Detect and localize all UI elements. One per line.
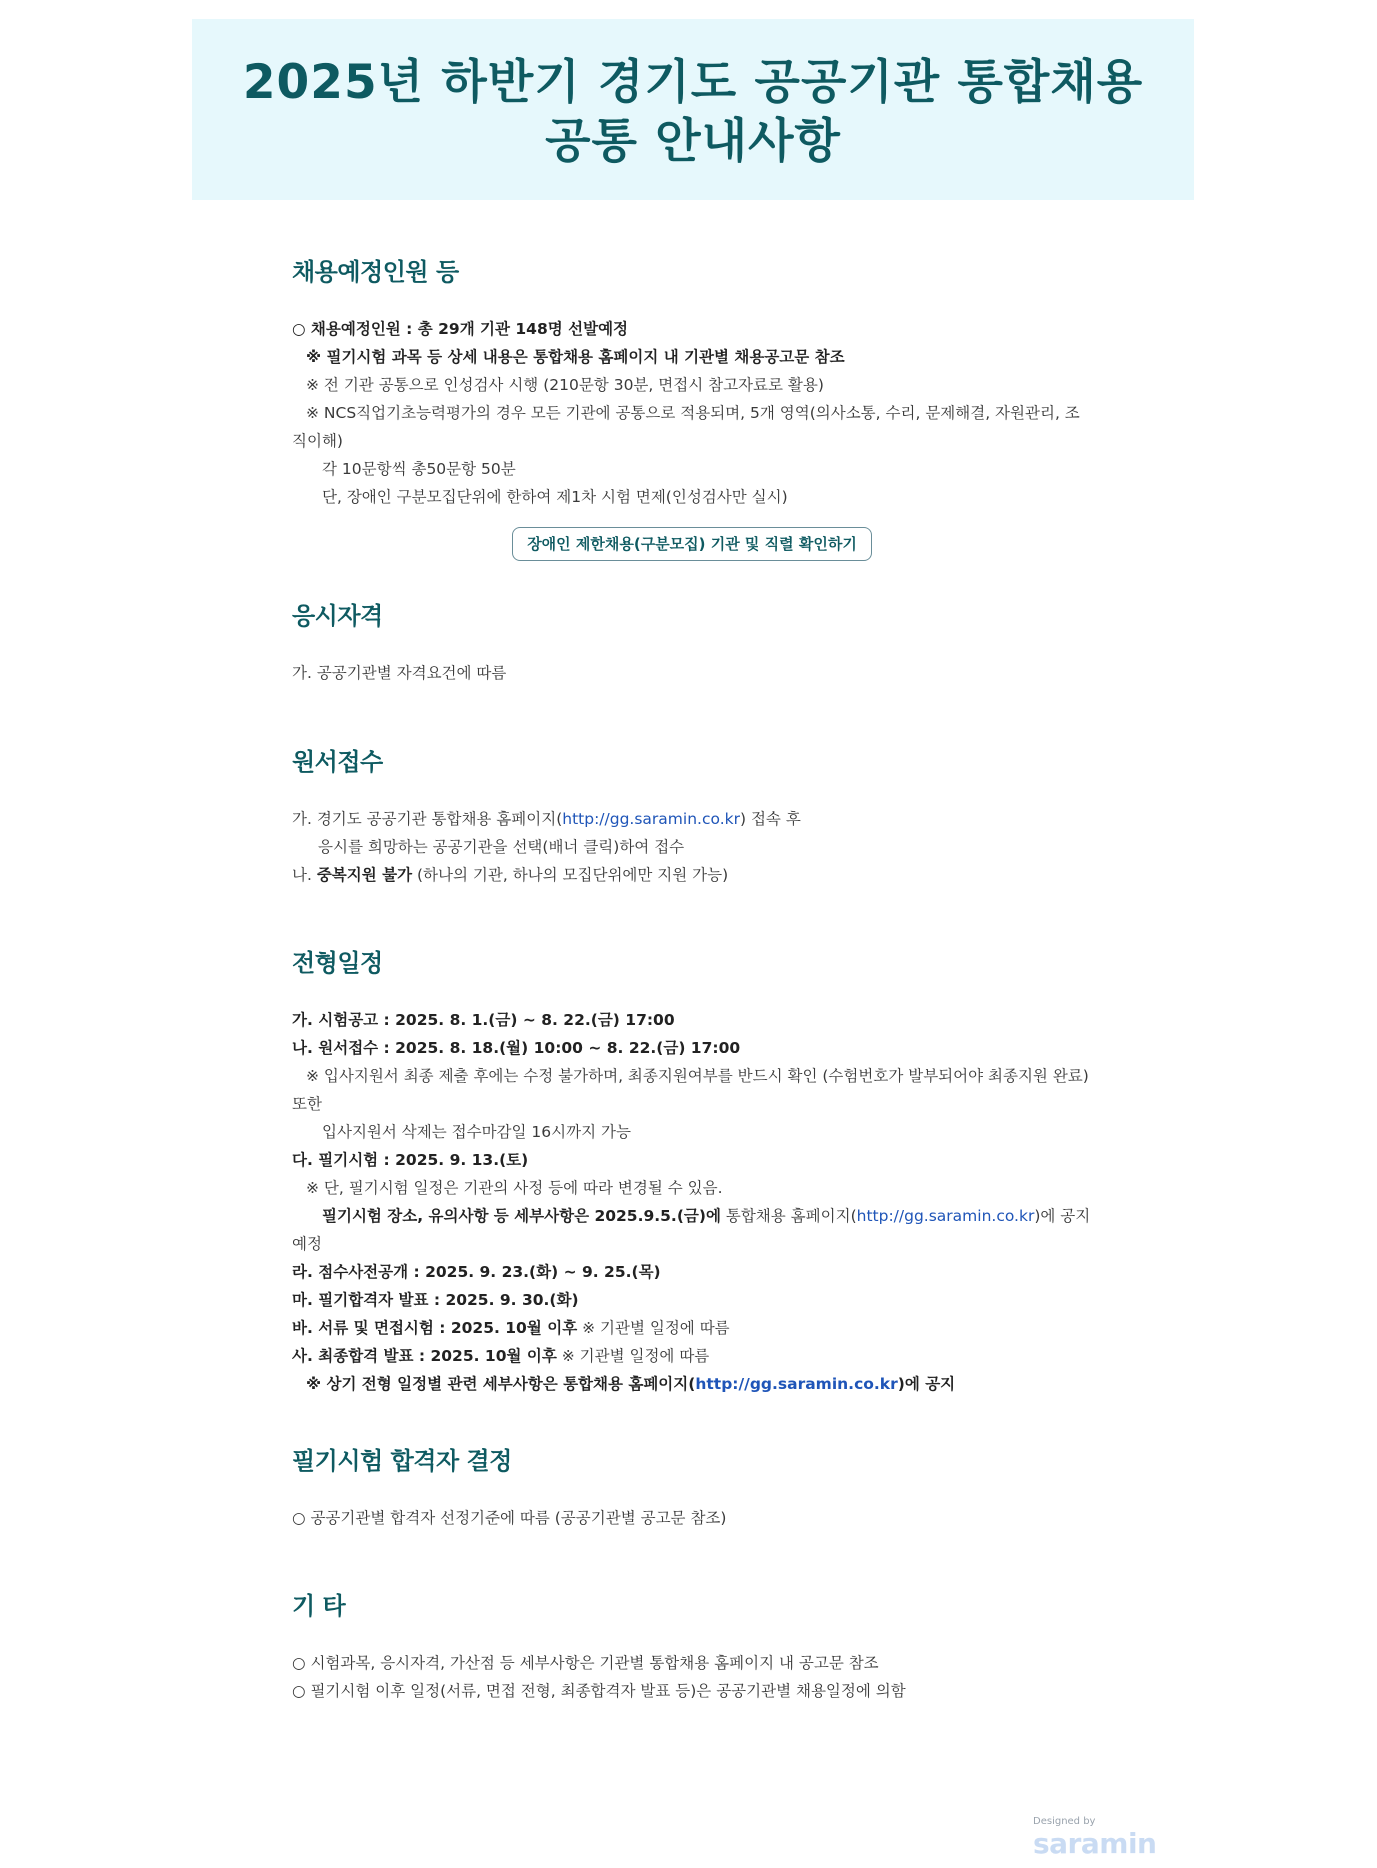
text-line: ※ 전 기관 공통으로 인성검사 시행 (210문항 30분, 면접시 참고자료로 활용) (306, 376, 824, 394)
text-line: 응시를 희망하는 공공기관을 선택(배너 클릭)하여 접수 (318, 838, 685, 856)
section-heading: 기 타 (292, 1592, 346, 1620)
text-line: 필기시험 장소, 유의사항 등 세부사항은 2025.9.5.(금)에 통합채용 홈페이지(http://gg.saramin.co.kr)에 공지예정 (292, 1207, 1091, 1253)
text-line: 가. 공공기관별 자격요건에 따름 (292, 664, 507, 682)
text-line: ※ 단, 필기시험 일정은 기관의 사정 등에 따라 변경될 수 있음. (306, 1179, 723, 1197)
section-pass-decision (292, 1444, 1092, 1589)
saramin-logo (1033, 1816, 1157, 1860)
section-heading: 채용예정인원 등 (292, 258, 459, 286)
homepage-link[interactable]: http://gg.saramin.co.kr (856, 1207, 1035, 1225)
page-header (192, 19, 1194, 200)
schedule-item: 나. 원서접수 : 2025. 8. 18.(월) 10:00 ~ 8. 22.(금) 17:00 (292, 1039, 741, 1057)
text-line: ※ 상기 전형 일정별 관련 세부사항은 통합채용 홈페이지(http://gg.saramin.co.kr)에 공지 (306, 1375, 956, 1393)
text-line: 입사지원서 삭제는 접수마감일 16시까지 가능 (322, 1123, 631, 1141)
schedule-item: 마. 필기합격자 발표 : 2025. 9. 30.(화) (292, 1291, 579, 1309)
schedule-item: 바. 서류 및 면접시험 : 2025. 10월 이후 ※ 기관별 일정에 따름 (292, 1319, 730, 1337)
text-line: ○ 공공기관별 합격자 선정기준에 따름 (공공기관별 공고문 참조) (292, 1509, 727, 1527)
section-other (292, 1589, 1092, 1705)
text-line: ○ 시험과목, 응시자격, 가산점 등 세부사항은 기관별 통합채용 홈페이지 내 공고문 참조 (292, 1654, 879, 1672)
text-line: ※ NCS직업기초능력평가의 경우 모든 기관에 공통으로 적용되며, 5개 영역(의사소통, 수리, 문제해결, 자원관리, 조직이해) (292, 404, 1080, 450)
text-line: ※ 입사지원서 최종 제출 후에는 수정 불가하며, 최종지원여부를 반드시 확인 (수험번호가 발부되어야 최종지원 완료) 또한 (292, 1067, 1089, 1113)
page-title-line1: 2025년 하반기 경기도 공공기관 통합채용 (242, 55, 1144, 110)
section-heading: 응시자격 (292, 602, 383, 630)
schedule-item: 사. 최종합격 발표 : 2025. 10월 이후 ※ 기관별 일정에 따름 (292, 1347, 710, 1365)
text-line: ○ 필기시험 이후 일정(서류, 면접 전형, 최종합격자 발표 등)은 공공기관별 채용일정에 의함 (292, 1682, 906, 1700)
text-line: 가. 경기도 공공기관 통합채용 홈페이지(http://gg.saramin.co.kr) 접속 후 (292, 810, 801, 828)
homepage-link[interactable]: http://gg.saramin.co.kr (695, 1375, 898, 1393)
text-line: 각 10문항씩 총50문항 50분 (322, 460, 516, 478)
page-title-line2: 공통 안내사항 (545, 114, 841, 169)
main-content (292, 255, 1092, 1705)
section-heading: 필기시험 합격자 결정 (292, 1447, 512, 1475)
section-eligibility (292, 599, 1092, 745)
schedule-item: 라. 점수사전공개 : 2025. 9. 23.(화) ~ 9. 25.(목) (292, 1263, 661, 1281)
text-line: 단, 장애인 구분모집단위에 한하여 제1차 시험 면제(인성검사만 실시) (322, 488, 788, 506)
section-schedule (292, 946, 1092, 1444)
designed-by-label: Designed by (1033, 1816, 1096, 1827)
schedule-item: 다. 필기시험 : 2025. 9. 13.(토) (292, 1151, 529, 1169)
brand-logo-text: saramin (1033, 1827, 1157, 1860)
schedule-item: 가. 시험공고 : 2025. 8. 1.(금) ~ 8. 22.(금) 17:00 (292, 1011, 675, 1029)
text-line: ○ 채용예정인원 : 총 29개 기관 148명 선발예정 (292, 320, 629, 338)
text-line: 나. 중복지원 불가 (하나의 기관, 하나의 모집단위에만 지원 가능) (292, 866, 729, 884)
section-application (292, 745, 1092, 946)
homepage-link[interactable]: http://gg.saramin.co.kr (562, 810, 740, 828)
section-recruitment-count (292, 255, 1092, 599)
section-heading: 전형일정 (292, 949, 383, 977)
disabled-recruitment-check-button[interactable]: 장애인 제한채용(구분모집) 기관 및 직렬 확인하기 (512, 527, 872, 561)
section-heading: 원서접수 (292, 748, 383, 776)
text-line: ※ 필기시험 과목 등 상세 내용은 통합채용 홈페이지 내 기관별 채용공고문 참조 (306, 348, 845, 366)
